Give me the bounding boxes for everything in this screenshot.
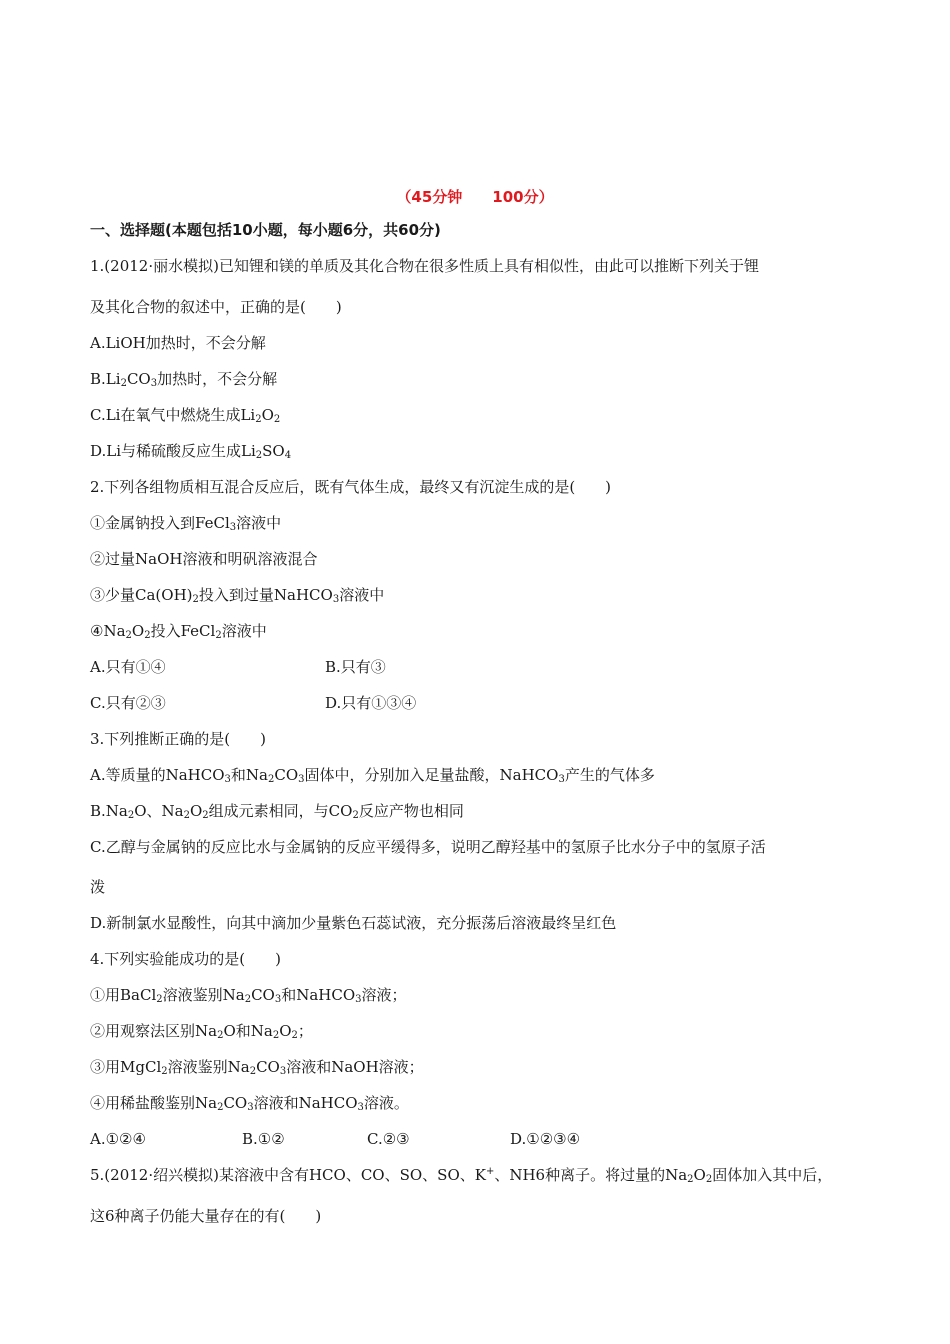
q1-option-a: A.LiOH加热时，不会分解 <box>90 334 266 352</box>
q4-option-a: A.①②④ <box>90 1130 146 1148</box>
q3-option-c-line1: C.乙醇与金属钠的反应比水与金属钠的反应平缓得多，说明乙醇羟基中的氢原子比水分子中的氢原子活 <box>90 838 766 856</box>
q2-option-a: A.只有①④ <box>90 658 166 676</box>
q2-item-4: $④Na_2O_2$投入FeCl$_2$溶液中 <box>90 622 267 641</box>
q1-stem-line1: 1.(2012·丽水模拟)已知锂和镁的单质及其化合物在很多性质上具有相似性，由此可以推断下列关于锂 <box>90 257 759 275</box>
q3-option-c-line2: 泼 <box>90 878 106 896</box>
q2-item-2: ②过量NaOH溶液和明矾溶液混合 <box>90 550 318 568</box>
q2-item-1: ①金属钠投入到FeCl$_3$溶液中 <box>90 514 282 533</box>
q2-item-3: ③少量$Ca(OH)_2$投入到过量NaHCO$_3$溶液中 <box>90 586 385 605</box>
q3-option-b: $B.Na_2O$、$Na_2O_2$组成元素相同，与$CO_2$反应产物也相同 <box>90 802 464 821</box>
q2-option-b: B.只有③ <box>325 658 386 676</box>
q5-stem-line1: 5.(2012·绍兴模拟)某溶液中含有HCO、CO、SO、SO、K+、NH6种离子。将过量的$Na_2O_2$固体加入其中后， <box>90 1166 833 1185</box>
q1-option-d: D.Li与稀硫酸反应生成$Li_2SO_4$ <box>90 442 292 461</box>
q1-option-b: $B.Li_2CO_3$加热时，不会分解 <box>90 370 278 389</box>
q2-stem: 2.下列各组物质相互混合反应后，既有气体生成，最终又有沉淀生成的是( ) <box>90 478 612 496</box>
q4-item-3: ③用MgCl$_2$溶液鉴别$Na_2CO_3$溶液和NaOH溶液； <box>90 1058 424 1077</box>
q4-option-d: D.①②③④ <box>510 1130 581 1148</box>
q1-stem-line2: 及其化合物的叙述中，正确的是( ) <box>90 298 342 316</box>
q1-option-c: C.Li在氧气中燃烧生成$Li_2O_2$ <box>90 406 281 425</box>
q4-option-c: C.②③ <box>367 1130 410 1148</box>
q4-item-1: ①用BaCl$_2$溶液鉴别$Na_2CO_3$和NaHCO$_3$溶液； <box>90 986 407 1005</box>
q4-option-b: B.①② <box>242 1130 285 1148</box>
q5-stem-line2: 这6种离子仍能大量存在的有( ) <box>90 1207 322 1225</box>
section-heading: 一、选择题(本题包括10小题，每小题6分，共60分) <box>90 221 441 239</box>
q2-option-d: D.只有①③④ <box>325 694 417 712</box>
q4-stem: 4.下列实验能成功的是( ) <box>90 950 282 968</box>
q4-item-2: ②用观察法区别$Na_2O$和$Na_2O_2$； <box>90 1022 313 1041</box>
q4-item-4: ④用稀盐酸鉴别$Na_2CO_3$溶液和NaHCO$_3$溶液。 <box>90 1094 409 1113</box>
q2-option-c: C.只有②③ <box>90 694 166 712</box>
q3-option-d: D.新制氯水显酸性，向其中滴加少量紫色石蕊试液，充分振荡后溶液最终呈红色 <box>90 914 617 932</box>
q3-option-a: A.等质量的NaHCO$_3$和$Na_2CO_3$固体中，分别加入足量盐酸，NaHCO$_3$产生的气体多 <box>90 766 655 785</box>
q3-stem: 3.下列推断正确的是( ) <box>90 730 267 748</box>
time-score-header: （45分钟 100分） <box>396 188 554 206</box>
